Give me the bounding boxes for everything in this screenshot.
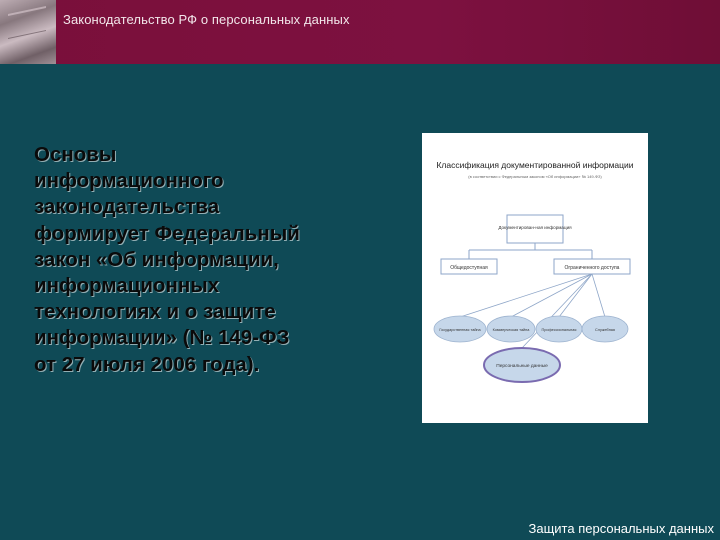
classification-diagram <box>422 133 648 423</box>
root-label: Документирован-ная информация <box>498 225 572 230</box>
connector <box>559 274 592 317</box>
personal-label: Персональные данные <box>496 364 548 369</box>
main-paragraph: Основы информационного законодательства формирует Федеральный закон «Об информации, информационных технологиях и о защите информации» (№ 149-ФЗ от 27 июля 2006 года). <box>34 143 300 376</box>
footer-text: Защита персональных данных <box>528 521 714 536</box>
figure-subtitle: (в соответствии с Федеральным законом «Об информации» № 149-ФЗ) <box>468 174 602 179</box>
figure-title: Классификация документированной информации <box>436 160 634 170</box>
classification-figure <box>422 133 648 423</box>
oval-label: Профессиональная <box>541 328 577 332</box>
header-bar <box>0 0 720 64</box>
oval-label: Государственная тайна <box>439 328 481 332</box>
connector <box>592 274 605 317</box>
connector <box>511 274 592 317</box>
oval-label: Служебная <box>595 328 615 332</box>
oval-label: Коммерческая тайна <box>492 328 530 332</box>
header-title: Законодательство РФ о персональных данных <box>63 12 350 27</box>
header-photo <box>0 0 56 64</box>
left-box-label: Общедоступная <box>450 265 488 271</box>
right-box-label: Ограниченного доступа <box>564 265 620 271</box>
